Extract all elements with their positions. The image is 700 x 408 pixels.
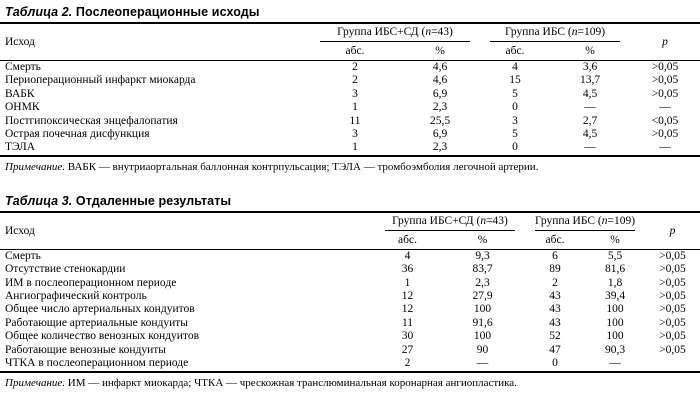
cell-pct1: 2,3: [475, 276, 490, 289]
cell-p: >0,05: [659, 249, 686, 262]
table3: [0, 211, 700, 373]
group2-n: n: [601, 214, 608, 227]
group1-n: n: [480, 214, 487, 227]
outcome-label: Острая почечная дисфункция: [5, 128, 150, 141]
cell-p: >0,05: [659, 303, 686, 316]
table3-footnote-text: ИМ — инфаркт миокарда; ЧТКА — чрескожная транслюминальная коронарная ангиопластика.: [65, 376, 517, 389]
group2-pre: Группа ИБС (: [535, 214, 602, 227]
outcome-label: Смерть: [5, 249, 41, 262]
table2-footnote-text: ВАБК — внутриаортальная баллонная контрпульсация; ТЭЛА — тромбоэмболия легочной артерии.: [65, 160, 539, 173]
cell-abs2: 52: [549, 330, 561, 343]
cell-abs2: 5: [512, 87, 518, 100]
table-row: [0, 303, 700, 316]
cell-abs2: 15: [509, 74, 521, 87]
cell-pct2: —: [584, 101, 596, 114]
group1-pre: Группа ИБС+СД (: [392, 214, 481, 227]
cell-pct2: 1,8: [607, 276, 623, 289]
cell-p: >0,05: [659, 330, 686, 343]
cell-pct2: 81,6: [604, 263, 626, 276]
table2-p-header: p: [662, 36, 668, 48]
outcome-label: ИМ в послеоперационном периоде: [5, 276, 177, 289]
group2-pre: Группа ИБС (: [504, 26, 572, 38]
cell-abs2: 5: [512, 128, 518, 141]
cell-abs2: 4: [512, 61, 518, 73]
table-row: [0, 115, 700, 128]
outcome-label: Ангиографический контроль: [5, 290, 147, 303]
cell-abs1: 1: [352, 141, 358, 154]
table-row: [0, 61, 700, 75]
outcome-label: ВАБК: [5, 87, 35, 100]
table-row: [0, 317, 700, 330]
cell-p: —: [659, 101, 671, 114]
table-row: [0, 88, 700, 101]
cell-abs2: 43: [549, 303, 561, 316]
cell-pct1: 27,9: [472, 290, 493, 303]
table2-group1-header: [310, 23, 480, 42]
table-row: [0, 344, 700, 357]
table3-pct2-header: %: [610, 233, 620, 246]
cell-pct1: 100: [473, 303, 492, 316]
cell-pct2: 2,7: [582, 114, 598, 127]
cell-pct1: 6,9: [432, 87, 448, 100]
cell-pct1: 25,5: [429, 114, 451, 127]
cell-abs1: 3: [352, 128, 358, 141]
outcome-label: Периоперационный инфаркт миокарда: [5, 74, 196, 87]
cell-abs1: 27: [401, 343, 414, 356]
cell-pct1: 4,6: [432, 61, 448, 73]
cell-abs1: 2: [352, 74, 358, 87]
cell-pct2: 39,4: [604, 290, 626, 303]
cell-abs2: 43: [549, 290, 561, 303]
cell-p: >0,05: [659, 290, 686, 303]
cell-abs1: 4: [404, 249, 411, 262]
outcome-label: ТЭЛА: [5, 141, 35, 154]
cell-pct2: —: [584, 141, 596, 154]
cell-abs1: 12: [401, 303, 414, 316]
cell-p: >0,05: [651, 87, 679, 100]
cell-pct2: 5,5: [607, 249, 623, 262]
cell-abs2: 47: [549, 343, 561, 356]
table-row: [0, 101, 700, 114]
cell-pct2: —: [609, 357, 621, 370]
group2-n: n: [571, 26, 578, 38]
cell-pct2: 4,5: [582, 87, 598, 100]
table2: [0, 22, 700, 157]
cell-abs1: 1: [404, 276, 411, 289]
table2-pct2-header: %: [585, 45, 595, 57]
cell-abs1: 11: [401, 316, 414, 329]
cell-abs1: 2: [352, 61, 358, 73]
outcome-label: Работающие венозные кондуиты: [5, 343, 166, 356]
cell-p: >0,05: [659, 343, 686, 356]
cell-abs1: 11: [349, 114, 361, 127]
table2-header: [0, 23, 700, 61]
table2-title-number: Таблица 2.: [5, 5, 73, 19]
cell-pct1: 4,6: [432, 74, 448, 87]
table3-title: [0, 191, 700, 211]
table3-outcome-header: Исход: [5, 224, 35, 237]
table-row: [0, 357, 700, 371]
cell-abs2: 3: [512, 114, 518, 127]
table3-group2-header: [525, 212, 645, 231]
cell-pct1: 9,3: [475, 249, 490, 262]
outcome-label: Работающие артериальные кондуиты: [5, 316, 189, 329]
table-row: [0, 263, 700, 276]
cell-p: <0,05: [651, 114, 679, 127]
cell-pct1: 6,9: [432, 128, 448, 141]
cell-pct1: 2,3: [432, 101, 448, 114]
cell-pct2: 3,6: [582, 61, 598, 73]
cell-pct1: —: [476, 357, 489, 370]
outcome-label: Отсутствие стенокардии: [5, 263, 126, 276]
cell-abs1: 36: [401, 263, 414, 276]
cell-abs2: 89: [549, 263, 561, 276]
group1-post: =43): [431, 26, 453, 38]
table2-abs2-header: абс.: [505, 45, 525, 57]
cell-pct2: 13,7: [579, 74, 601, 87]
table3-p-header: p: [669, 224, 676, 237]
group1-n: n: [425, 26, 432, 38]
outcome-label: ОНМК: [5, 101, 40, 114]
group2-post: =109): [577, 26, 606, 38]
cell-p: >0,05: [659, 263, 686, 276]
table3-pct1-header: %: [477, 233, 488, 246]
table2-title-text: Послеоперационные исходы: [75, 5, 260, 19]
cell-abs1: 3: [352, 87, 358, 100]
table-row: [0, 330, 700, 343]
group1-pre: Группа ИБС+СД (: [337, 26, 426, 38]
group2-post: =109): [607, 214, 636, 227]
table3-abs1-header: абс.: [398, 233, 417, 246]
table3-group1-header: [375, 212, 525, 231]
table-row: [0, 128, 700, 141]
cell-abs1: 1: [352, 101, 358, 114]
table-row: [0, 290, 700, 303]
table-row: [0, 141, 700, 155]
outcome-label: ЧТКА в послеоперационном периоде: [5, 357, 189, 370]
table3-title-text: Отдаленные результаты: [75, 193, 232, 208]
cell-p: >0,05: [651, 61, 679, 73]
cell-abs1: 2: [404, 357, 411, 370]
cell-abs1: 30: [401, 330, 414, 343]
outcome-label: Постгипоксическая энцефалопатия: [5, 114, 178, 127]
table3-header: [0, 212, 700, 250]
table3-footnote: [0, 373, 700, 390]
cell-abs2: 6: [552, 249, 558, 262]
table2-outcome-header: Исход: [5, 36, 35, 48]
table3-abs2-header: абс.: [545, 233, 565, 246]
cell-pct1: 2,3: [432, 141, 448, 154]
cell-abs2: 0: [512, 101, 518, 114]
cell-abs2: 0: [512, 141, 518, 154]
cell-pct2: 90,3: [604, 343, 626, 356]
cell-p: >0,05: [659, 316, 686, 329]
cell-p: >0,05: [659, 276, 686, 289]
cell-pct2: 100: [606, 303, 624, 316]
cell-p: [645, 357, 700, 371]
cell-pct2: 100: [606, 316, 624, 329]
cell-p: —: [659, 141, 671, 154]
cell-pct2: 4,5: [582, 128, 598, 141]
table-row: [0, 74, 700, 87]
cell-abs2: 0: [552, 357, 558, 370]
table3-section: [0, 191, 700, 390]
table2-abs1-header: абс.: [345, 45, 365, 57]
table2-footnote: [0, 157, 700, 174]
table3-body: [0, 249, 700, 371]
table-row: [0, 277, 700, 290]
table3-title-number: Таблица 3.: [5, 193, 73, 208]
group1-post: =43): [486, 214, 508, 227]
cell-p: >0,05: [651, 74, 679, 87]
cell-pct1: 90: [476, 343, 489, 356]
cell-abs2: 2: [552, 276, 558, 289]
table-row: [0, 249, 700, 263]
table2-body: [0, 61, 700, 156]
cell-pct1: 100: [473, 330, 492, 343]
cell-p: >0,05: [651, 128, 679, 141]
table3-footnote-label: Примечание.: [5, 376, 66, 389]
table2-group2-header: [480, 23, 630, 42]
outcome-label: Смерть: [5, 61, 41, 73]
cell-abs2: 43: [549, 316, 561, 329]
cell-pct1: 83,7: [472, 263, 493, 276]
table2-title: [0, 2, 700, 22]
cell-pct2: 100: [606, 330, 624, 343]
table2-pct1-header: %: [435, 45, 445, 57]
outcome-label: Общее количество венозных кондуитов: [5, 330, 200, 343]
cell-abs1: 12: [401, 290, 414, 303]
table2-footnote-label: Примечание.: [5, 160, 66, 173]
outcome-label: Общее число артериальных кондуитов: [5, 303, 195, 316]
cell-pct1: 91,6: [472, 316, 493, 329]
table2-section: [0, 2, 700, 174]
